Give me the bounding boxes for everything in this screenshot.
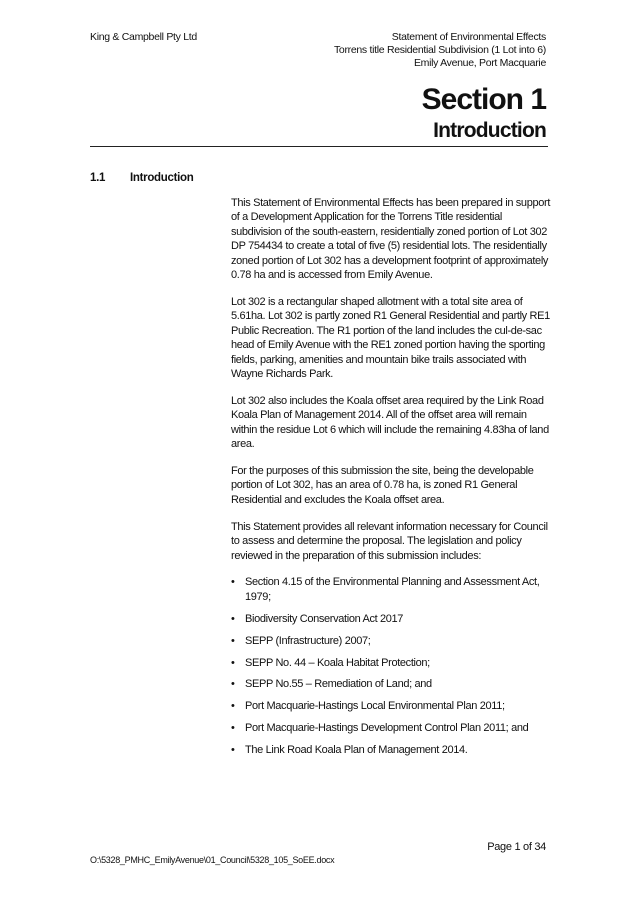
list-item-text: SEPP No.55 – Remediation of Land; and bbox=[245, 678, 432, 691]
subsection-number: 1.1 bbox=[90, 172, 106, 184]
list-item-text: Port Macquarie-Hastings Development Control Plan 2011; and bbox=[245, 722, 529, 735]
list-item bbox=[231, 612, 551, 626]
bullet-icon: • bbox=[231, 744, 235, 757]
list-item bbox=[231, 575, 551, 604]
section-title: Introduction bbox=[433, 119, 546, 142]
paragraph: Lot 302 also includes the Koala offset area required by the Link Road Koala Plan of Management 2014. All of the offset area will remain within the residue Lot 6 which will include the remaining 4.83ha of land area. bbox=[231, 394, 549, 451]
list-item bbox=[231, 743, 551, 757]
header-doc-title: Statement of Environmental Effects bbox=[391, 31, 546, 43]
paragraph: This Statement provides all relevant information necessary for Council to assess and determine the proposal. The legislation and policy reviewed in the preparation of this submission includes: bbox=[231, 520, 548, 562]
header-doc-info bbox=[334, 31, 546, 70]
subsection-title: Introduction bbox=[130, 172, 194, 184]
bullet-icon: • bbox=[231, 700, 235, 713]
list-item bbox=[231, 634, 551, 648]
list-item bbox=[231, 721, 551, 735]
header-subtitle: Torrens title Residential Subdivision (1 Lot into 6) bbox=[333, 44, 546, 56]
bullet-icon: • bbox=[231, 612, 235, 625]
paragraph: This Statement of Environmental Effects has been prepared in support of a Development Application for the Torrens Title residential subdivision of the south-eastern, residentially zoned portion of Lot 302 DP 754434 to create a total of five (5) residential lots. The residentially zoned portion of Lot 302 has a development footprint of approximately 0.78 ha and is accessed from Emily Avenue. bbox=[231, 197, 551, 282]
paragraph: For the purposes of this submission the site, being the developable portion of Lot 302, has an area of 0.78 ha, is zoned R1 General Residential and excludes the Koala offset area. bbox=[231, 465, 534, 506]
list-item bbox=[231, 656, 551, 670]
header-address: Emily Avenue, Port Macquarie bbox=[413, 57, 546, 69]
footer-file-path: O:\5328_PMHC_EmilyAvenue\01_Council\5328_105_SoEE.docx bbox=[90, 855, 335, 865]
section-divider bbox=[90, 146, 548, 147]
list-item-text: Section 4.15 of the Environmental Planning and Assessment Act, 1979; bbox=[245, 576, 540, 603]
page-number: Page 1 of 34 bbox=[487, 841, 546, 853]
bullet-icon: • bbox=[231, 656, 235, 669]
bullet-icon: • bbox=[231, 722, 235, 735]
list-item-text: SEPP No. 44 – Koala Habitat Protection; bbox=[245, 656, 430, 669]
list-item-text: The Link Road Koala Plan of Management 2014. bbox=[245, 744, 468, 757]
paragraph: Lot 302 is a rectangular shaped allotment with a total site area of 5.61ha. Lot 302 is partly zoned R1 General Residential and partly RE1 Public Recreation. The R1 portion of the land includes the cul-de-sac head of Emily Avenue with the RE1 zoned portion having the sporting fields, parking, amenities and mountain bike trails associated with Wayne Richards Park. bbox=[231, 295, 550, 380]
list-item-text: Port Macquarie-Hastings Local Environmental Plan 2011; bbox=[245, 700, 505, 713]
bullet-icon: • bbox=[231, 576, 235, 589]
list-item bbox=[231, 677, 551, 691]
body-text bbox=[231, 196, 551, 765]
bullet-icon: • bbox=[231, 678, 235, 691]
bullet-icon: • bbox=[231, 634, 235, 647]
section-number: Section 1 bbox=[421, 83, 546, 116]
legislation-list bbox=[231, 575, 551, 757]
header-company: King & Campbell Pty Ltd bbox=[90, 31, 197, 43]
list-item bbox=[231, 699, 551, 713]
list-item-text: SEPP (Infrastructure) 2007; bbox=[245, 634, 371, 647]
list-item-text: Biodiversity Conservation Act 2017 bbox=[245, 612, 404, 625]
